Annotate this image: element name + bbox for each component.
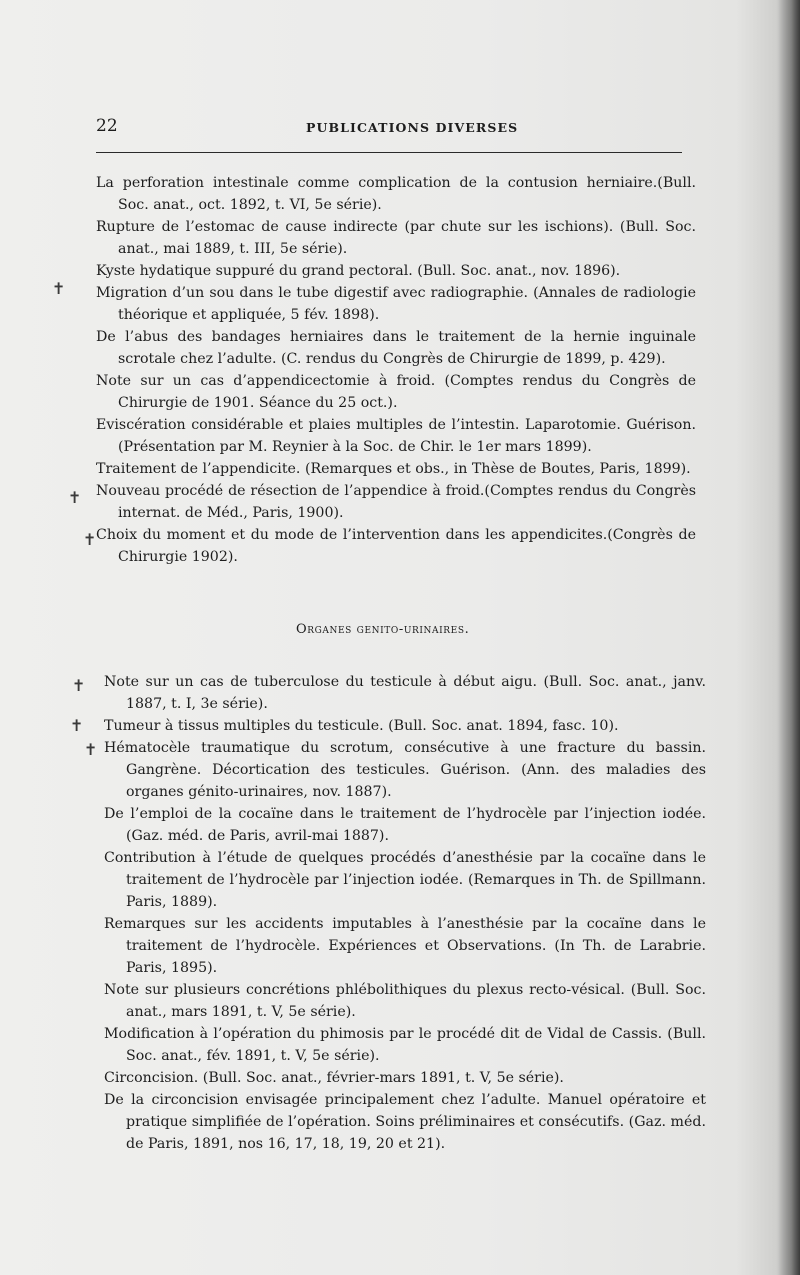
- bibliography-entry: Tumeur à tissus multiples du testicule. (Bull. Soc. anat. 1894, fasc. 10).: [104, 718, 619, 734]
- page-number: 22: [96, 116, 118, 136]
- bibliography-entry: Migration d’un sou dans le tube digestif avec radiographie. (Annales de radiologie théorique et appliquée, 5 fév. 1898).: [96, 285, 696, 323]
- bibliography-entry: Note sur un cas d’appendicectomie à froid. (Comptes rendus du Congrès de Chirurgie de 1901. Séance du 25 oct.).: [96, 373, 696, 411]
- page-gutter-shadow: [778, 0, 800, 1275]
- page-header: [96, 116, 686, 140]
- bibliography-entry: La perforation intestinale comme complication de la contusion herniaire.(Bull. Soc. anat., oct. 1892, t. VI, 5e série).: [96, 175, 696, 213]
- bibliography-entry: Hématocèle traumatique du scrotum, consécutive à une fracture du bassin. Gangrène. Décortication des testicules. Guérison. (Ann. des maladies des organes génito-urinaires, nov. 1887).: [104, 740, 706, 800]
- bibliography-list-genito-urinary: [104, 671, 706, 1155]
- margin-mark-icon: ✝: [68, 488, 82, 507]
- bibliography-entry: Remarques sur les accidents imputables à l’anesthésie par la cocaïne dans le traitement de l’hydrocèle. Expériences et Observations. (In Th. de Larabrie. Paris, 1895).: [104, 916, 706, 976]
- header-rule: [96, 152, 682, 153]
- bibliography-entry: Choix du moment et du mode de l’intervention dans les appendicites.(Congrès de Chirurgie 1902).: [96, 527, 696, 565]
- bibliography-entry: Traitement de l’appendicite. (Remarques et obs., in Thèse de Boutes, Paris, 1899).: [96, 461, 691, 477]
- margin-mark-icon: ✝: [84, 740, 98, 759]
- bibliography-entry: Modification à l’opération du phimosis par le procédé dit de Vidal de Cassis. (Bull. Soc. anat., fév. 1891, t. V, 5e série).: [104, 1026, 706, 1064]
- bibliography-entry: De la circoncision envisagée principalement chez l’adulte. Manuel opératoire et pratique simplifiée de l’opération. Soins préliminaires et consécutifs. (Gaz. méd. de Paris, 1891, nos 16, 17, 18, 19, 20 et 21).: [104, 1092, 706, 1152]
- bibliography-entry: Circoncision. (Bull. Soc. anat., février-mars 1891, t. V, 5e série).: [104, 1070, 564, 1086]
- margin-mark-icon: ✝: [83, 530, 97, 549]
- section-heading: Organes genito-urinaires.: [296, 622, 470, 637]
- bibliography-entry: Eviscération considérable et plaies multiples de l’intestin. Laparotomie. Guérison. (Présentation par M. Reynier à la Soc. de Chir. le 1er mars 1899).: [96, 417, 696, 455]
- bibliography-entry: Note sur plusieurs concrétions phlébolithiques du plexus recto-vésical. (Bull. Soc. anat., mars 1891, t. V, 5e série).: [104, 982, 706, 1020]
- bibliography-entry: Contribution à l’étude de quelques procédés d’anesthésie par la cocaïne dans le traitement de l’hydrocèle par l’injection iodée. (Remarques in Th. de Spillmann. Paris, 1889).: [104, 850, 706, 910]
- bibliography-entry: De l’emploi de la cocaïne dans le traitement de l’hydrocèle par l’injection iodée. (Gaz. méd. de Paris, avril-mai 1887).: [104, 806, 706, 844]
- margin-mark-icon: ✝: [70, 716, 84, 735]
- bibliography-entry: Nouveau procédé de résection de l’appendice à froid.(Comptes rendus du Congrès internat. de Méd., Paris, 1900).: [96, 483, 696, 521]
- margin-mark-icon: ✝: [72, 676, 86, 695]
- bibliography-entry: Note sur un cas de tuberculose du testicule à début aigu. (Bull. Soc. anat., janv. 1887, t. I, 3e série).: [104, 674, 706, 712]
- bibliography-entry: De l’abus des bandages herniaires dans le traitement de la hernie inguinale scrotale chez l’adulte. (C. rendus du Congrès de Chirurgie de 1899, p. 429).: [96, 329, 696, 367]
- bibliography-entry: Kyste hydatique suppuré du grand pectoral. (Bull. Soc. anat., nov. 1896).: [96, 263, 621, 279]
- margin-mark-icon: ✝: [52, 279, 66, 298]
- bibliography-list-digestive: [96, 172, 696, 568]
- bibliography-entry: Rupture de l’estomac de cause indirecte (par chute sur les ischions). (Bull. Soc. anat., mai 1889, t. III, 5e série).: [96, 219, 696, 257]
- running-title: PUBLICATIONS DIVERSES: [306, 120, 519, 135]
